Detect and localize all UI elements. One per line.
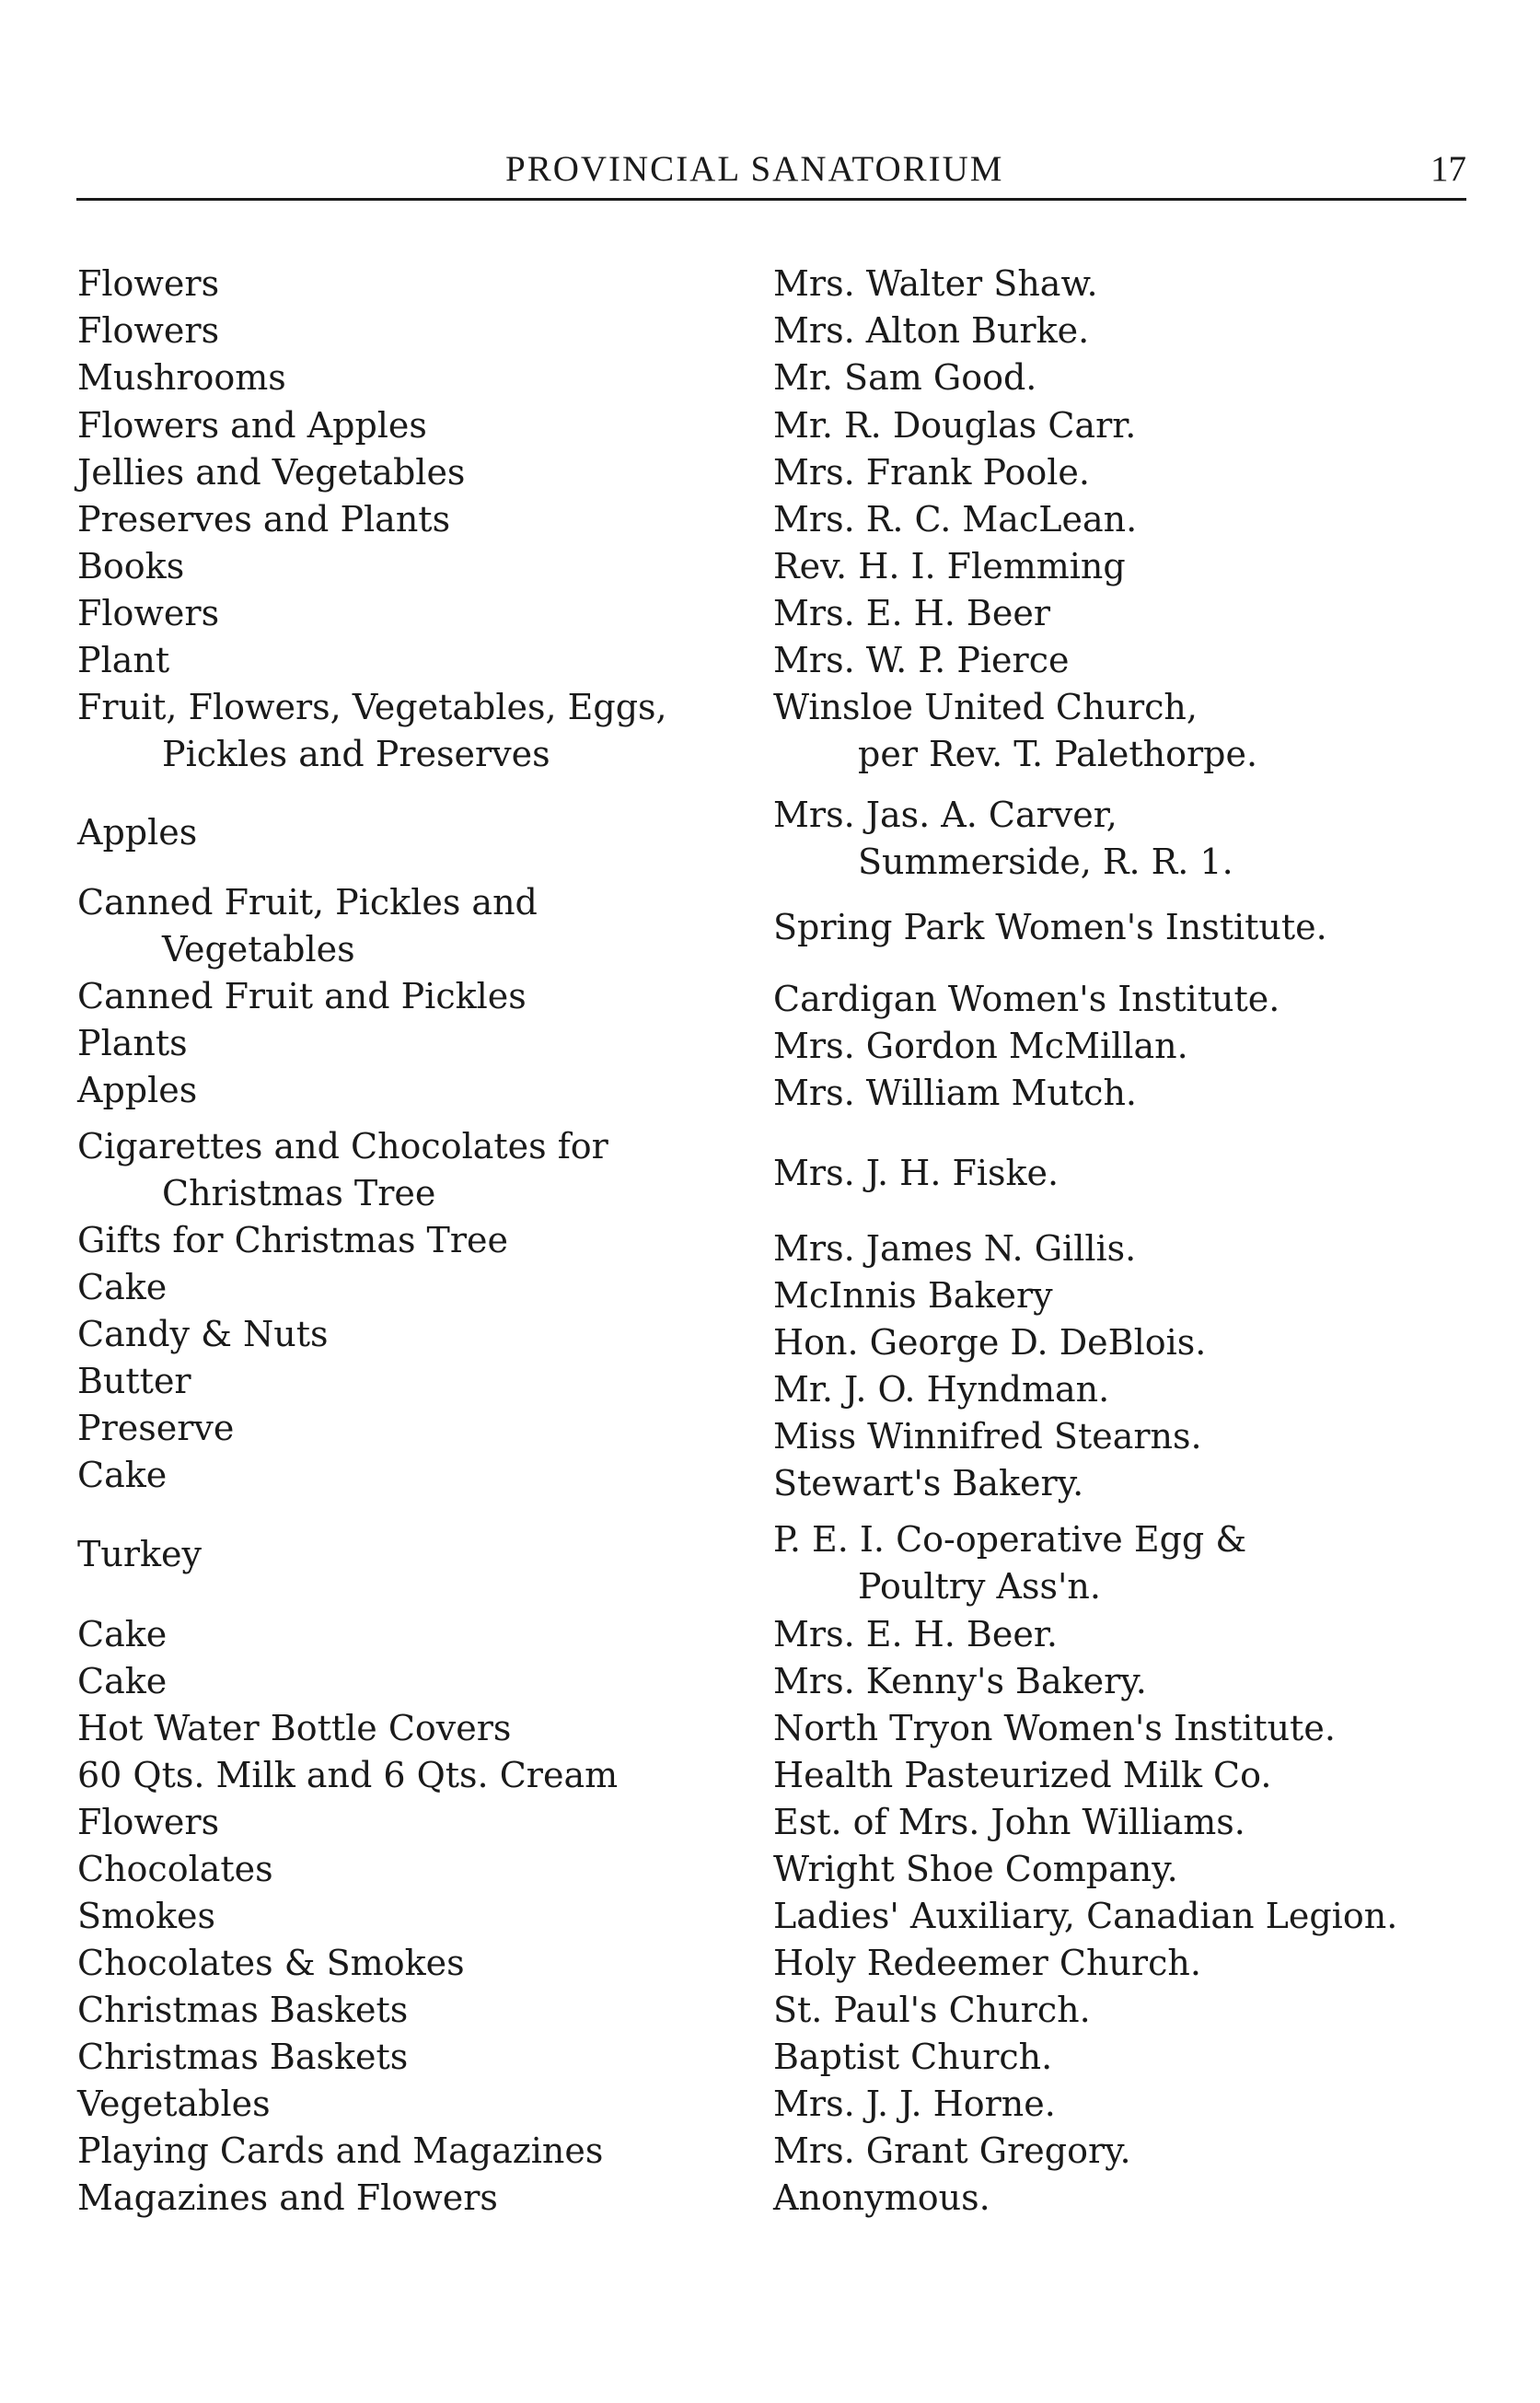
donor-text: Mrs. Alton Burke. xyxy=(773,310,1090,351)
gift-text: Preserves and Plants xyxy=(77,499,451,540)
donor-entry xyxy=(773,1460,1083,1507)
donor-text: Mrs. Gordon McMillan. xyxy=(773,1026,1188,1066)
gift-entry xyxy=(77,1987,408,2034)
donor-text: Mrs. William Mutch. xyxy=(773,1073,1137,1113)
donor-entry xyxy=(773,1413,1202,1460)
gift-entry xyxy=(77,809,197,856)
donor-entry xyxy=(773,2128,1131,2175)
donor-text: Stewart's Bakery. xyxy=(773,1463,1084,1503)
gift-text: Turkey xyxy=(77,1534,202,1574)
gift-text: Flowers xyxy=(77,263,220,304)
gift-entry xyxy=(77,1020,188,1067)
gift-entry xyxy=(77,2034,408,2081)
donor-text: Est. of Mrs. John Williams. xyxy=(773,1802,1245,1842)
gift-entry xyxy=(77,1405,234,1452)
donor-text-continued: Poultry Ass'n. xyxy=(858,1566,1101,1607)
donor-text: Miss Winnifred Stearns. xyxy=(773,1416,1202,1457)
donor-entry xyxy=(773,1799,1245,1846)
donor-text: Spring Park Women's Institute. xyxy=(773,907,1327,947)
donor-text: Mrs. J. J. Horne. xyxy=(773,2084,1056,2124)
donor-entry xyxy=(773,792,1233,886)
donor-text-continued: per Rev. T. Palethorpe. xyxy=(858,734,1258,774)
gift-entry xyxy=(77,2081,271,2128)
donor-text: Holy Redeemer Church. xyxy=(773,1943,1201,1983)
gift-text: Mushrooms xyxy=(77,357,286,398)
gift-entry xyxy=(77,684,667,778)
donor-text: Health Pasteurized Milk Co. xyxy=(773,1755,1272,1795)
gift-entry xyxy=(77,1799,219,1846)
donor-text: North Tryon Women's Institute. xyxy=(773,1708,1336,1748)
donor-entry xyxy=(773,904,1327,951)
gift-entry xyxy=(77,1846,273,1893)
gift-text: Preserve xyxy=(77,1408,235,1448)
donor-entry xyxy=(773,1023,1188,1070)
gift-text: Flowers xyxy=(77,593,220,633)
donor-entry xyxy=(773,1658,1147,1705)
gift-entry xyxy=(77,308,219,354)
gift-text: Cake xyxy=(77,1267,168,1307)
gift-entry xyxy=(77,1893,215,1940)
gift-entry xyxy=(77,1611,167,1658)
gift-entry xyxy=(77,1311,328,1358)
donor-entry xyxy=(773,1611,1058,1658)
donor-text: Hon. George D. DeBlois. xyxy=(773,1322,1207,1363)
gift-text: Candy & Nuts xyxy=(77,1314,329,1354)
donor-text: Mrs. W. P. Pierce xyxy=(773,640,1070,680)
gift-entry xyxy=(77,1217,508,1264)
donor-entry xyxy=(773,1516,1246,1610)
donor-text: Anonymous. xyxy=(773,2177,990,2218)
gift-text: Plant xyxy=(77,640,170,680)
donor-entry xyxy=(773,637,1069,684)
donor-text: Ladies' Auxiliary, Canadian Legion. xyxy=(773,1896,1398,1936)
donor-text: Mr. J. O. Hyndman. xyxy=(773,1369,1110,1410)
gift-entry xyxy=(77,1452,167,1499)
gift-text: Chocolates & Smokes xyxy=(77,1943,465,1983)
gift-entry xyxy=(77,543,184,590)
donor-entry xyxy=(773,976,1279,1023)
running-header xyxy=(76,144,1466,195)
gift-text: Cake xyxy=(77,1661,168,1701)
gift-text: Apples xyxy=(77,812,198,853)
donor-text: Mrs. E. H. Beer. xyxy=(773,1614,1058,1654)
gift-text: Cake xyxy=(77,1614,168,1654)
gift-entry xyxy=(77,590,219,637)
gift-text: Books xyxy=(77,546,185,586)
gift-entry xyxy=(77,1123,608,1217)
gift-entry xyxy=(77,1531,202,1578)
donor-entry xyxy=(773,496,1137,543)
gift-entry xyxy=(77,1264,167,1311)
donor-entry xyxy=(773,1319,1206,1366)
donor-entry xyxy=(773,402,1136,449)
donor-entry xyxy=(773,590,1050,637)
donor-entry xyxy=(773,1893,1397,1940)
gift-entry xyxy=(77,496,450,543)
donor-entry xyxy=(773,1987,1091,2034)
gift-entry xyxy=(77,449,465,496)
gift-text-continued: Christmas Tree xyxy=(162,1173,436,1213)
donor-entry xyxy=(773,1940,1201,1987)
gift-entry xyxy=(77,1752,618,1799)
gift-entry xyxy=(77,261,219,308)
gift-text: Canned Fruit and Pickles xyxy=(77,976,527,1016)
gift-entry xyxy=(77,973,527,1020)
donor-entry xyxy=(773,2034,1052,2081)
gift-text: Flowers and Apples xyxy=(77,405,427,446)
gift-text: Flowers xyxy=(77,1802,220,1842)
donor-entry xyxy=(773,449,1090,496)
donor-entry xyxy=(773,684,1257,778)
gift-text: Apples xyxy=(77,1070,198,1110)
gift-text: Hot Water Bottle Covers xyxy=(77,1708,512,1748)
gift-text: Butter xyxy=(77,1361,191,1401)
donor-entry xyxy=(773,1846,1178,1893)
donor-text: Wright Shoe Company. xyxy=(773,1849,1178,1889)
gift-entry xyxy=(77,2128,603,2175)
gift-text-continued: Pickles and Preserves xyxy=(162,734,550,774)
donor-entry xyxy=(773,1705,1336,1752)
donor-text: McInnis Bakery xyxy=(773,1275,1053,1316)
gift-text: Cigarettes and Chocolates for xyxy=(77,1126,608,1167)
gift-text: Gifts for Christmas Tree xyxy=(77,1220,509,1260)
donor-text: Winsloe United Church, xyxy=(773,687,1198,727)
donor-text: Rev. H. I. Flemming xyxy=(773,546,1126,586)
gift-text: Cake xyxy=(77,1455,168,1495)
donor-entry xyxy=(773,1272,1053,1319)
gift-text: Fruit, Flowers, Vegetables, Eggs, xyxy=(77,687,667,727)
donor-text: Mrs. E. H. Beer xyxy=(773,593,1050,633)
gift-text: Christmas Baskets xyxy=(77,2037,409,2077)
gift-text: Playing Cards and Magazines xyxy=(77,2130,604,2171)
page-number: 17 xyxy=(1430,149,1466,189)
gift-text: Plants xyxy=(77,1023,188,1063)
header-rule xyxy=(76,198,1466,201)
gift-text-continued: Vegetables xyxy=(162,929,355,969)
donor-entry xyxy=(773,308,1089,354)
donor-entry xyxy=(773,1225,1136,1272)
gift-text: Canned Fruit, Pickles and xyxy=(77,882,538,923)
donor-text: Mrs. Walter Shaw. xyxy=(773,263,1098,304)
donor-entry xyxy=(773,261,1098,308)
donor-text: Mrs. James N. Gillis. xyxy=(773,1228,1137,1269)
gift-text: Chocolates xyxy=(77,1849,273,1889)
donor-entry xyxy=(773,1070,1137,1117)
gift-entry xyxy=(77,402,427,449)
donor-text: Mr. R. Douglas Carr. xyxy=(773,405,1137,446)
gift-text: 60 Qts. Milk and 6 Qts. Cream xyxy=(77,1755,619,1795)
donor-text: P. E. I. Co-operative Egg & xyxy=(773,1519,1247,1560)
donor-entry xyxy=(773,2175,990,2222)
gift-text: Vegetables xyxy=(77,2084,271,2124)
donor-entry xyxy=(773,1752,1271,1799)
gift-entry xyxy=(77,1705,511,1752)
gift-text: Jellies and Vegetables xyxy=(77,452,466,493)
gift-text: Christmas Baskets xyxy=(77,1990,409,2030)
donor-entry xyxy=(773,543,1126,590)
donor-text-continued: Summerside, R. R. 1. xyxy=(858,842,1233,882)
donor-text: St. Paul's Church. xyxy=(773,1990,1091,2030)
donor-entry xyxy=(773,354,1036,401)
donor-text: Mrs. Jas. A. Carver, xyxy=(773,795,1117,835)
donor-text: Mrs. Frank Poole. xyxy=(773,452,1091,493)
gift-entry xyxy=(77,879,538,973)
donor-entry xyxy=(773,1150,1059,1197)
donor-text: Mrs. Grant Gregory. xyxy=(773,2130,1131,2171)
donor-entry xyxy=(773,1366,1109,1413)
donor-text: Mr. Sam Good. xyxy=(773,357,1037,398)
gift-entry xyxy=(77,1358,191,1405)
donor-text: Baptist Church. xyxy=(773,2037,1053,2077)
gift-entry xyxy=(77,2175,498,2222)
gift-text: Smokes xyxy=(77,1896,215,1936)
gift-entry xyxy=(77,637,169,684)
gift-entry xyxy=(77,1658,167,1705)
donor-text: Mrs. R. C. MacLean. xyxy=(773,499,1138,540)
gift-entry xyxy=(77,1940,465,1987)
running-title: PROVINCIAL SANATORIUM xyxy=(505,149,1004,189)
donor-text: Mrs. Kenny's Bakery. xyxy=(773,1661,1147,1701)
donor-entry xyxy=(773,2081,1056,2128)
gift-text: Flowers xyxy=(77,310,220,351)
gift-entry xyxy=(77,354,286,401)
donor-text: Cardigan Women's Institute. xyxy=(773,979,1280,1019)
gift-entry xyxy=(77,1067,197,1114)
donor-text: Mrs. J. H. Fiske. xyxy=(773,1153,1059,1193)
gift-text: Magazines and Flowers xyxy=(77,2177,498,2218)
